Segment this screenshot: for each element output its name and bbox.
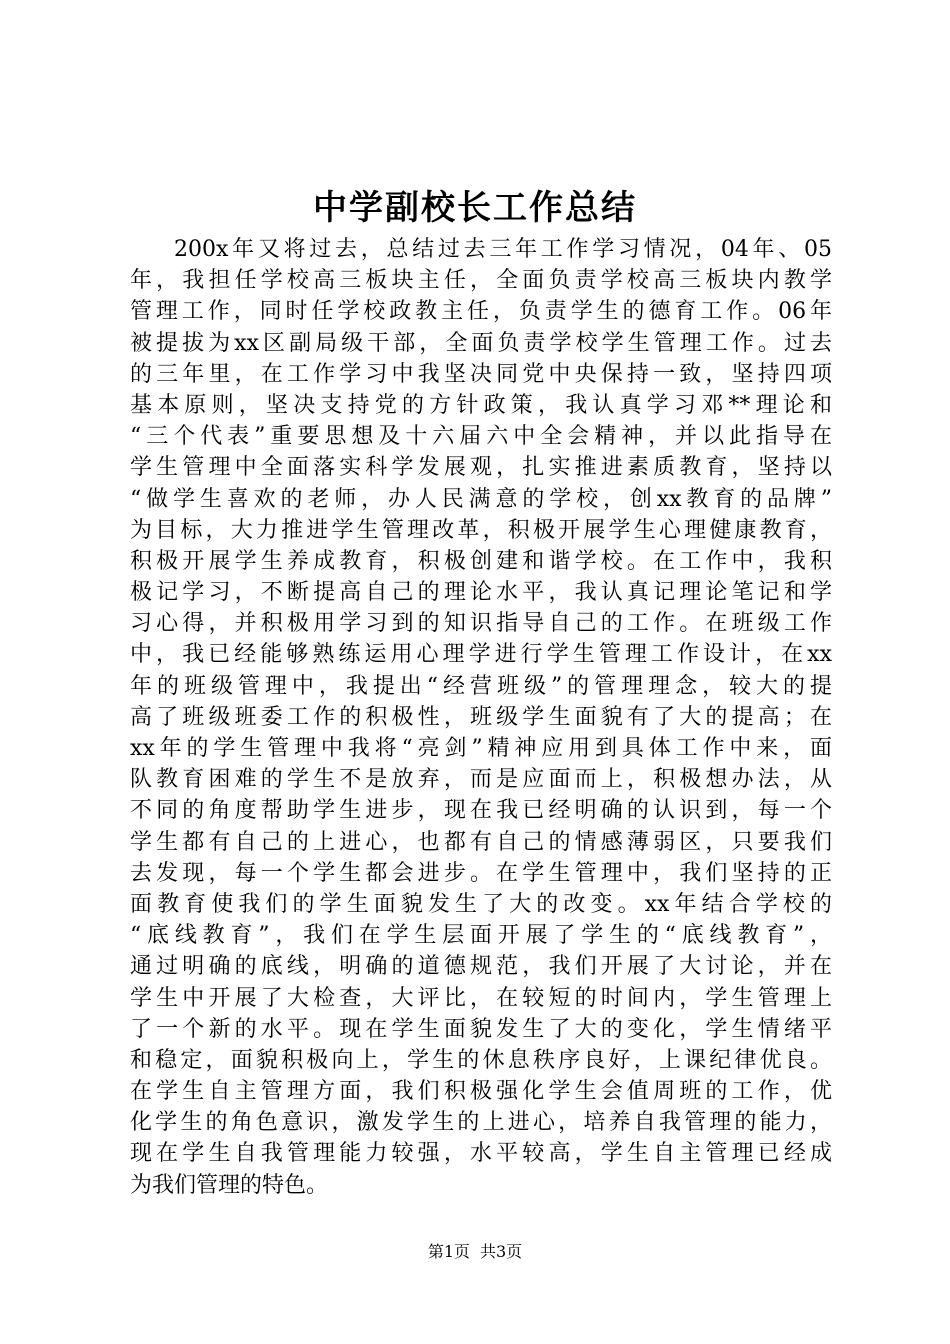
body-line: 队教育困难的学生不是放弃，而是应面而上，积极想办法，从 [130, 767, 832, 793]
body-line: 学生管理中全面落实科学发展观，扎实推进素质教育，坚持以 [130, 455, 832, 481]
body-line: 不同的角度帮助学生进步，现在我已经明确的认识到，每一个 [130, 798, 832, 824]
page-footer [0, 1240, 950, 1264]
page-number: 第1页 [427, 1242, 470, 1261]
body-line: 学生中开展了大检查，大评比，在较短的时间内，学生管理上 [130, 985, 832, 1011]
body-line: 高了班级班委工作的积极性，班级学生面貌有了大的提高；在 [130, 704, 832, 730]
body-line: 为我们管理的特色。 [130, 1172, 329, 1198]
body-line: 为目标，大力推进学生管理改革，积极开展学生心理健康教育， [130, 517, 832, 543]
document-title: 中学副校长工作总结 [313, 188, 637, 228]
body-line: “做学生喜欢的老师，办人民满意的学校，创xx教育的品牌” [130, 486, 832, 512]
body-line: 化学生的角色意识，激发学生的上进心，培养自我管理的能力， [130, 1110, 832, 1136]
body-line: 了一个新的水平。现在学生面貌发生了大的变化，学生情绪平 [130, 1016, 832, 1042]
body-line: 基本原则，坚决支持党的方针政策，我认真学习邓**理论和 [130, 392, 832, 418]
body-line: 被提拔为xx区副局级干部，全面负责学校学生管理工作。过去 [130, 330, 832, 356]
body-line: 学生都有自己的上进心，也都有自己的情感薄弱区，只要我们 [130, 829, 832, 855]
body-line: 极记学习，不断提高自己的理论水平，我认真记理论笔记和学 [130, 580, 832, 606]
body-line: “三个代表”重要思想及十六届六中全会精神，并以此指导在 [130, 424, 832, 450]
body-line: 习心得，并积极用学习到的知识指导自己的工作。在班级工作 [130, 611, 832, 637]
body-line: 200x年又将过去，总结过去三年工作学习情况，04年、05 [174, 237, 832, 262]
body-line: 在学生自主管理方面，我们积极强化学生会值周班的工作，优 [130, 1079, 832, 1105]
body-line: 管理工作，同时任学校政教主任，负责学生的德育工作。06年 [130, 299, 832, 325]
body-line: “底线教育”，我们在学生层面开展了学生的“底线教育”， [130, 923, 832, 949]
body-line: 积极开展学生养成教育，积极创建和谐学校。在工作中，我积 [130, 548, 832, 574]
body-line: xx年的学生管理中我将“亮剑”精神应用到具体工作中来，面 [130, 736, 832, 761]
body-line: 的三年里，在工作学习中我坚决同党中央保持一致，坚持四项 [130, 361, 832, 387]
page-total: 共3页 [480, 1242, 523, 1261]
body-line: 面教育使我们的学生面貌发生了大的改变。xx年结合学校的 [130, 891, 832, 917]
body-line: 年，我担任学校高三板块主任，全面负责学校高三板块内教学 [130, 268, 832, 294]
document-body [130, 234, 832, 1201]
body-line: 去发现，每一个学生都会进步。在学生管理中，我们坚持的正 [130, 860, 832, 886]
body-line: 和稳定，面貌积极向上，学生的休息秩序良好，上课纪律优良。 [130, 1047, 832, 1073]
body-line: 中，我已经能够熟练运用心理学进行学生管理工作设计，在xx [130, 642, 832, 668]
body-line: 年的班级管理中，我提出“经营班级”的管理理念，较大的提 [130, 673, 832, 699]
body-line: 现在学生自我管理能力较强，水平较高，学生自主管理已经成 [130, 1141, 832, 1167]
body-line: 通过明确的底线，明确的道德规范，我们开展了大讨论，并在 [130, 954, 832, 980]
